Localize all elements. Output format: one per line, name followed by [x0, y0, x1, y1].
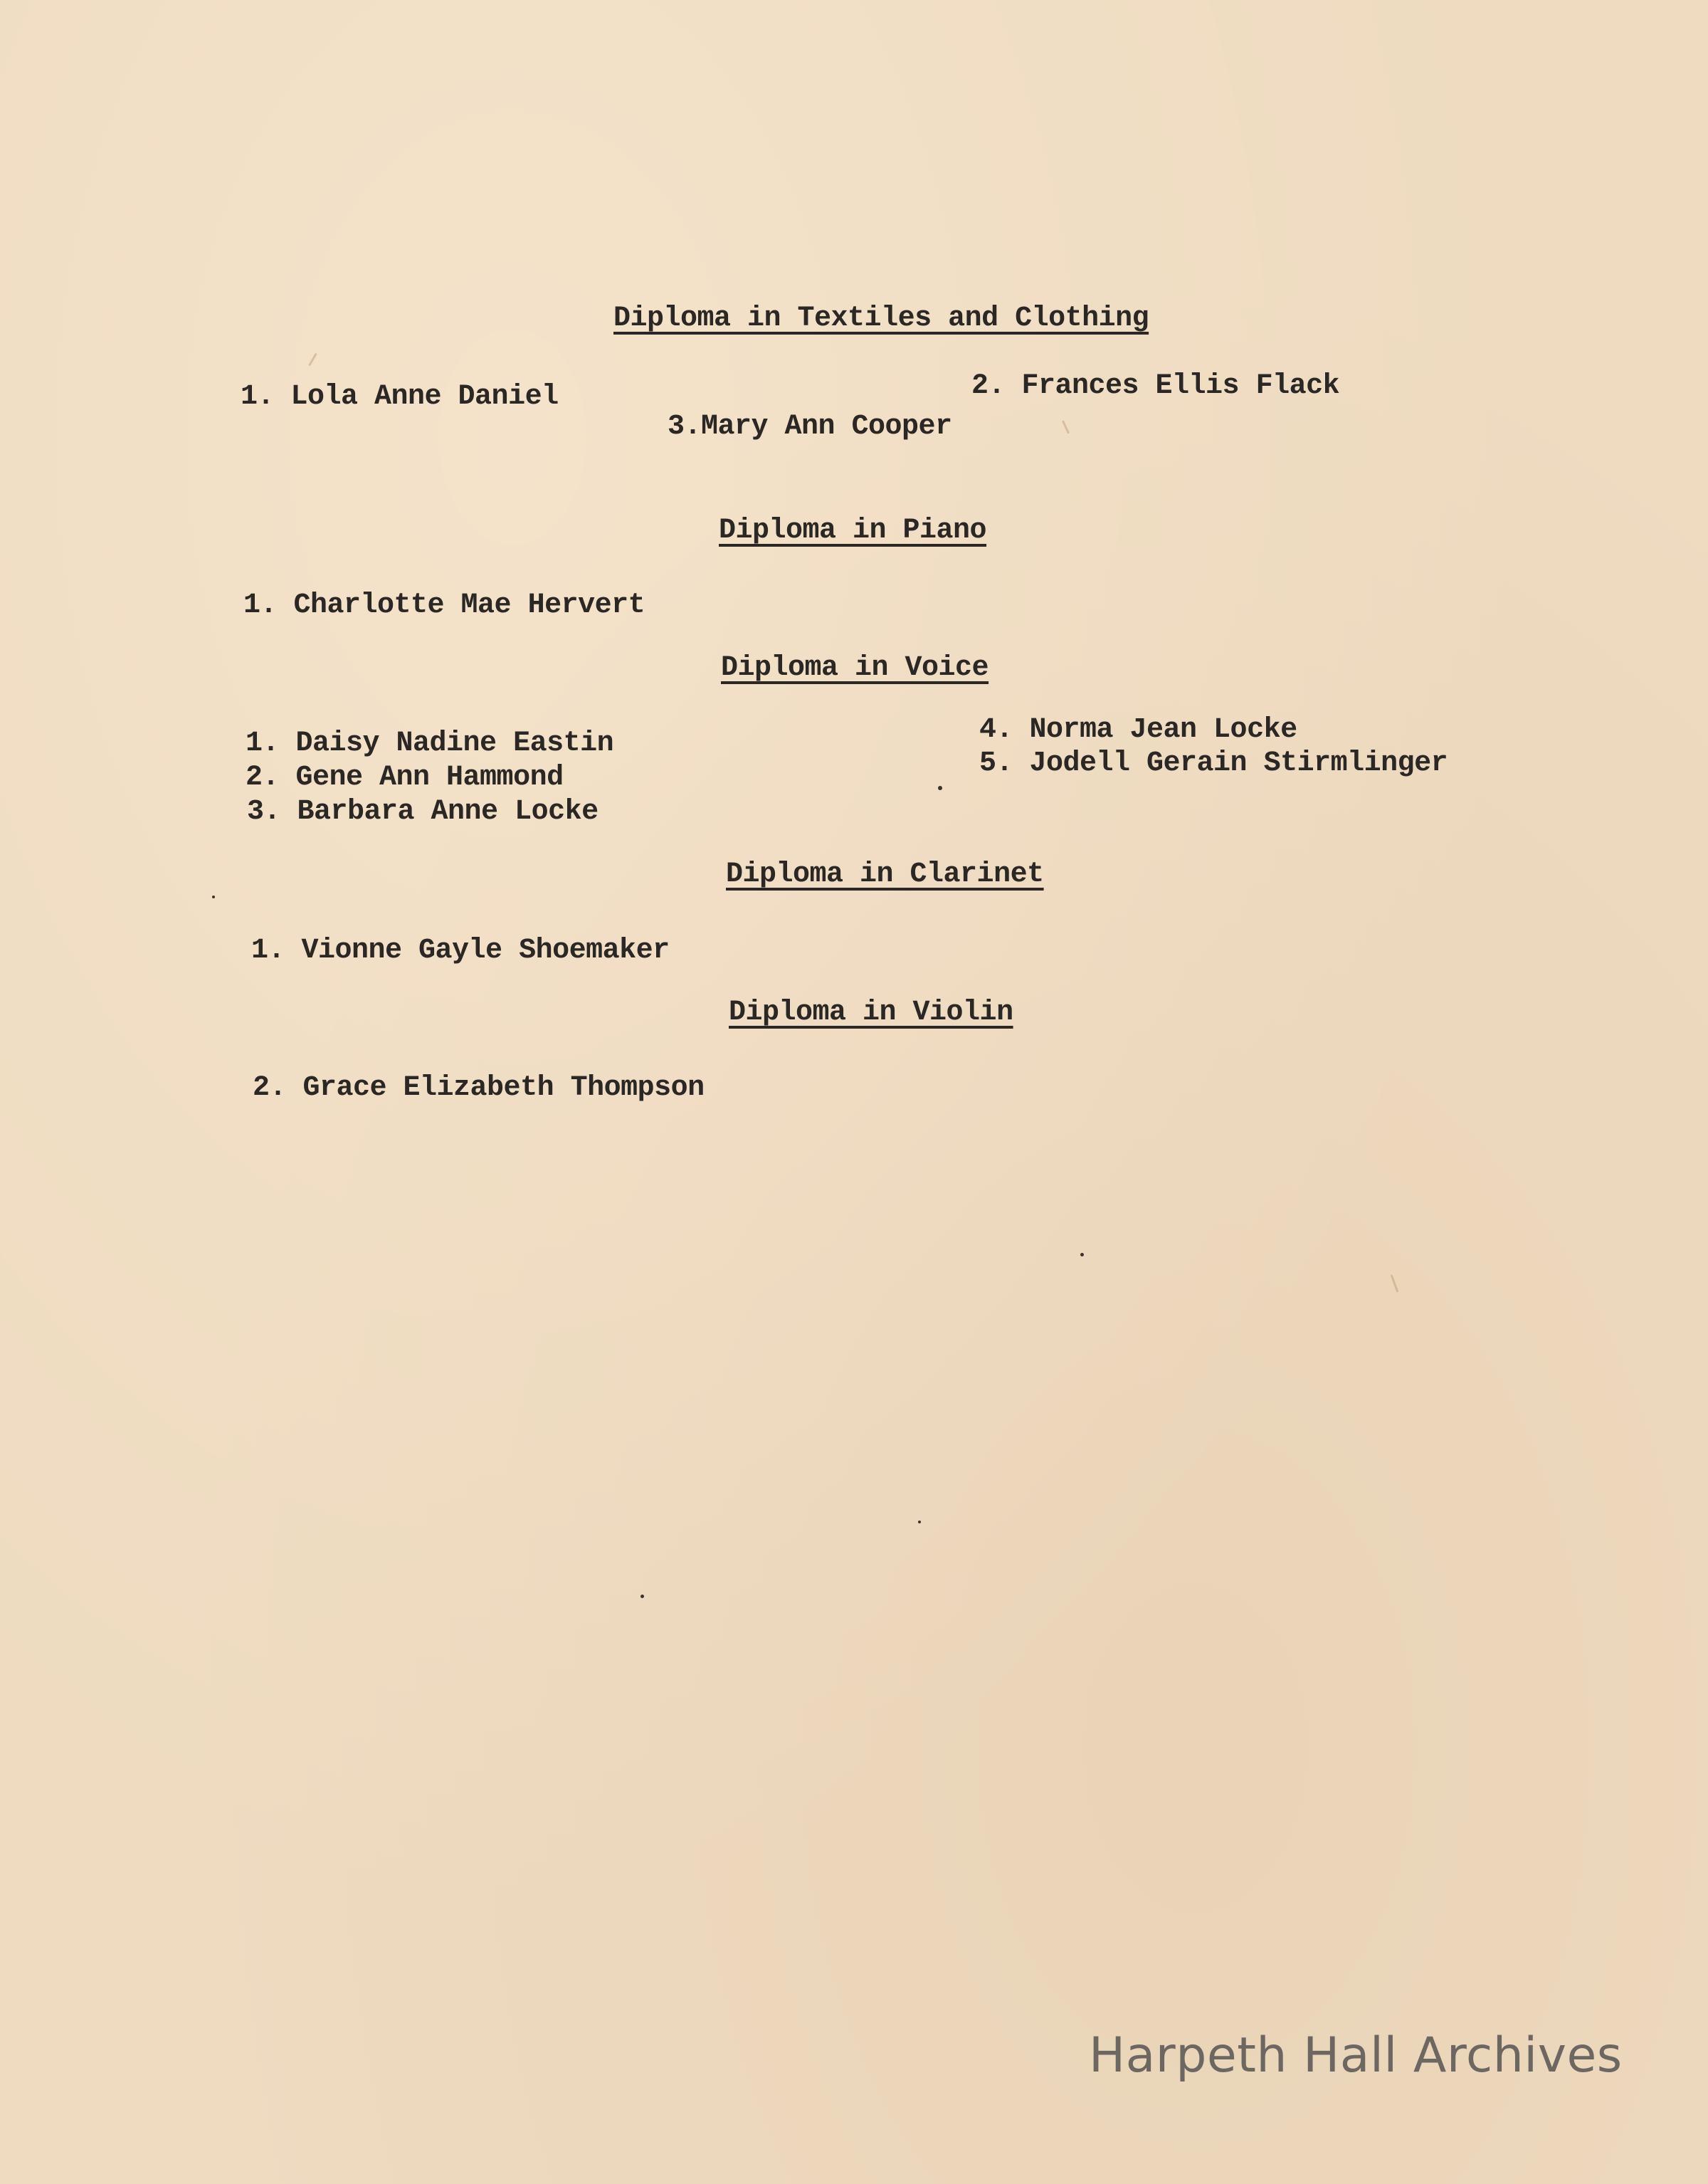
paper-speck [640, 1595, 644, 1598]
list-item: 2. Grace Elizabeth Thompson [253, 1072, 705, 1104]
list-item: 1. Charlotte Mae Hervert [243, 589, 645, 621]
list-item: 3. Barbara Anne Locke [247, 796, 599, 828]
list-item: 3.Mary Ann Cooper [668, 411, 952, 443]
paper-speck [938, 786, 942, 790]
section-heading-clarinet: Diploma in Clarinet [726, 859, 1044, 891]
list-item: 5. Jodell Gerain Stirmlinger [979, 747, 1448, 779]
paper-fiber [1062, 420, 1070, 434]
list-item: 1. Vionne Gayle Shoemaker [251, 935, 670, 967]
list-item: 2. Frances Ellis Flack [971, 370, 1340, 402]
section-heading-textiles: Diploma in Textiles and Clothing [613, 303, 1149, 335]
section-heading-piano: Diploma in Piano [719, 515, 987, 547]
paper-speck [1080, 1253, 1084, 1256]
list-item: 2. Gene Ann Hammond [246, 762, 564, 794]
archive-watermark: Harpeth Hall Archives [1089, 2027, 1623, 2084]
list-item: 1. Daisy Nadine Eastin [246, 728, 614, 760]
section-heading-voice: Diploma in Voice [721, 652, 989, 684]
paper-fiber [308, 353, 317, 367]
list-item: 1. Lola Anne Daniel [241, 381, 559, 413]
paper-speck [212, 896, 215, 898]
paper-speck [918, 1521, 921, 1523]
section-heading-violin: Diploma in Violin [729, 997, 1013, 1029]
paper-fiber [1391, 1274, 1399, 1292]
list-item: 4. Norma Jean Locke [979, 714, 1297, 746]
